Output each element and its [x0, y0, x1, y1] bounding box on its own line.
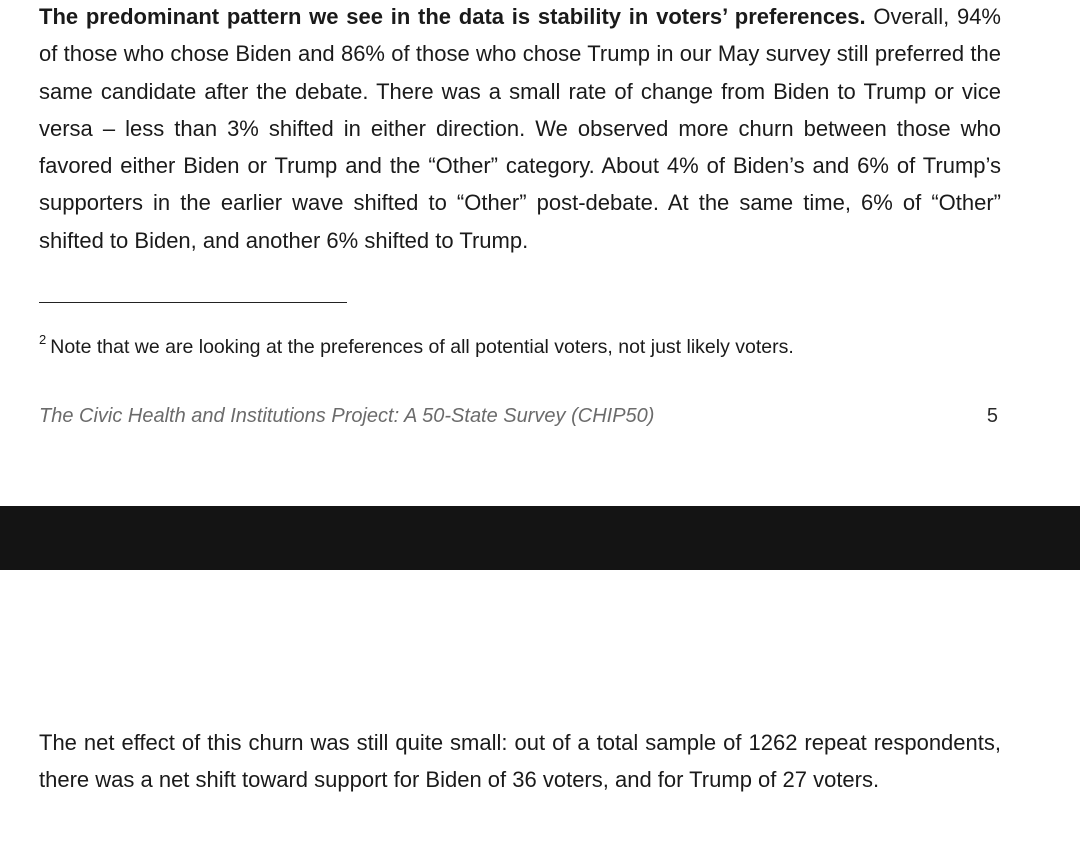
body-paragraph-stability [39, 0, 1001, 259]
footer-document-title: The Civic Health and Institutions Project: A 50-State Survey (CHIP50) [39, 405, 655, 427]
footnote-text: Note that we are looking at the preferences of all potential voters, not just likely voters. [50, 336, 794, 358]
paragraph-lead-sentence: The predominant pattern we see in the data is stability in voters’ preferences. [39, 4, 866, 29]
paragraph-body-text: Overall, 94% of those who chose Biden and 86% of those who chose Trump in our May survey still preferred the same candidate after the debate. There was a small rate of change from Biden to Trump or vice versa – less than 3% shifted in either direction. We observed more churn between those who favored either Biden or Trump and the “Other” category. About 4% of Biden’s and 6% of Trump’s supporters in the earlier wave shifted to “Other” post-debate. At the same time, 6% of “Other” shifted to Biden, and another 6% shifted to Trump. [39, 4, 1001, 253]
page-separator [0, 506, 1080, 570]
page-footer [39, 398, 1001, 434]
body-paragraph-net-effect: The net effect of this churn was still quite small: out of a total sample of 1262 repeat respondents, there was a net shift toward support for Biden of 36 voters, and for Trump of 27 voters. [39, 730, 1001, 793]
footnote-marker: 2 [39, 332, 47, 347]
footnote [39, 322, 1001, 365]
page-number: 5 [986, 405, 998, 427]
footnote-divider [39, 302, 347, 303]
